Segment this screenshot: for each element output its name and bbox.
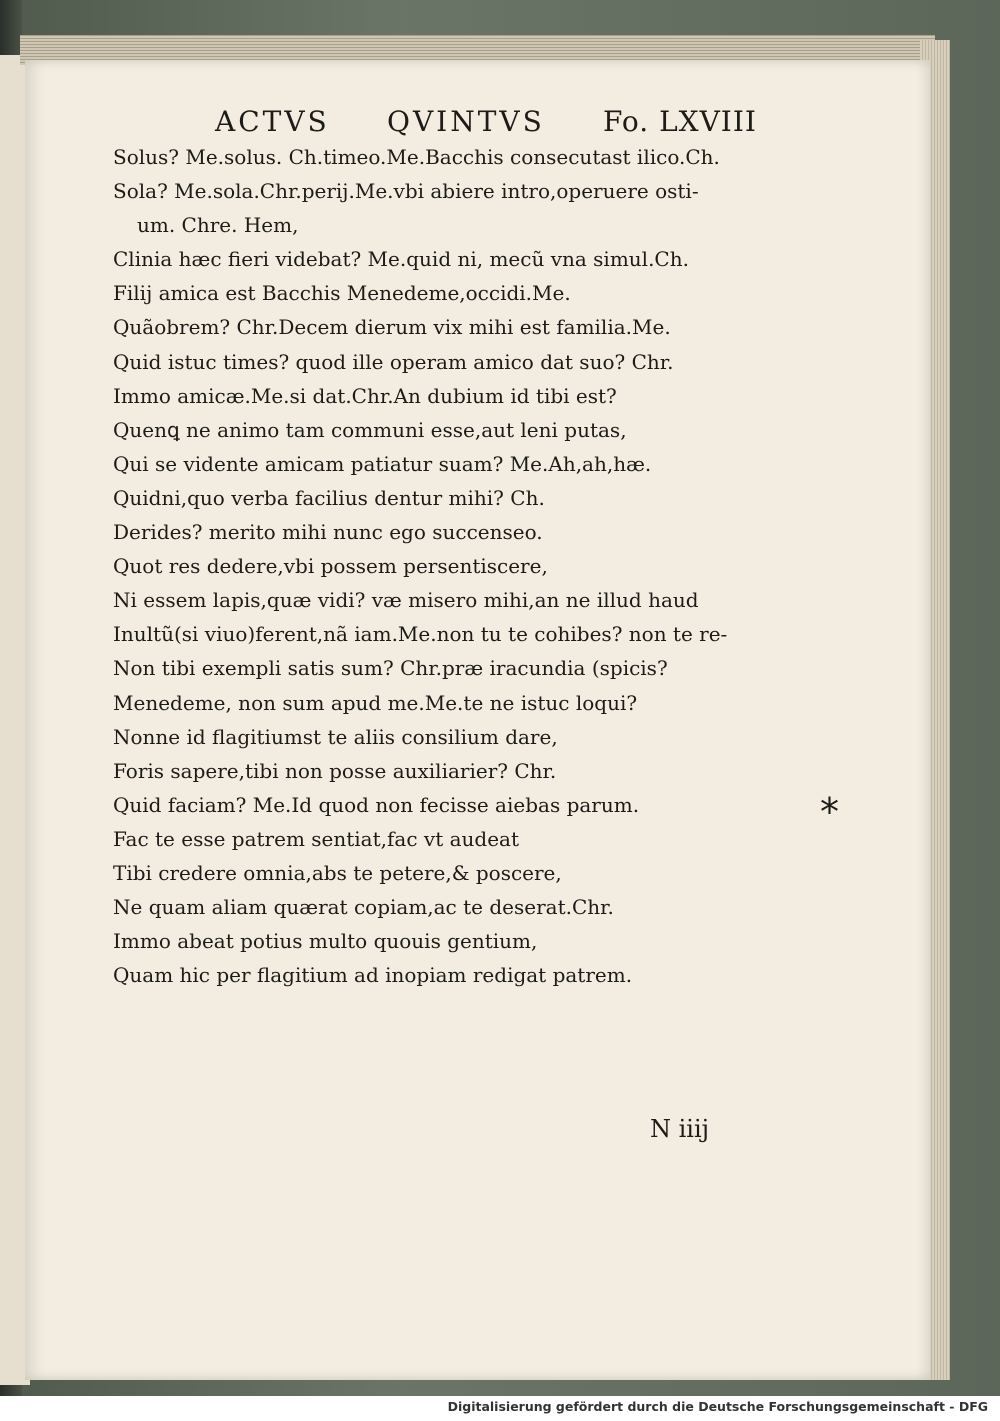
text-line: Sola? Me.sola.Chr.perij.Me.vbi abiere intro,operuere osti- bbox=[113, 179, 699, 204]
text-line: Immo amicæ.Me.si dat.Chr.An dubium id tibi est? bbox=[113, 383, 617, 408]
text-line: Qui se vidente amicam patiatur suam? Me.Ah,ah,hæ. bbox=[113, 451, 652, 476]
text-line: Tibi credere omnia,abs te petere,& poscere, bbox=[113, 860, 562, 885]
header-act: ACTVS bbox=[215, 105, 330, 138]
text-line: Foris sapere,tibi non posse auxiliarier? Chr. bbox=[113, 758, 557, 783]
margin-asterisk: * bbox=[820, 790, 839, 834]
text-line: Quid istuc times? quod ille operam amico dat suo? Chr. bbox=[113, 349, 674, 374]
signature-mark: N iiij bbox=[650, 1115, 710, 1143]
folio-number: Fo. LXVIII bbox=[603, 105, 757, 138]
text-line: Derides? merito mihi nunc ego succenseo. bbox=[113, 520, 543, 545]
text-line: Non tibi exempli satis sum? Chr.præ iracundia (spicis? bbox=[113, 656, 668, 681]
text-line: Ne quam aliam quærat copiam,ac te deserat.Chr. bbox=[113, 895, 614, 920]
text-line: Filij amica est Bacchis Menedeme,occidi.Me. bbox=[113, 281, 571, 306]
text-line: Inultũ(si viuo)ferent,nã iam.Me.non tu te cohibes? non te re- bbox=[113, 622, 728, 647]
footer-bar bbox=[0, 1396, 1000, 1421]
page-text bbox=[113, 140, 933, 992]
text-line: Quenꝗ ne animo tam communi esse,aut leni putas, bbox=[113, 417, 627, 442]
text-line: Clinia hæc fieri videbat? Me.quid ni, mecũ vna simul.Ch. bbox=[113, 247, 689, 272]
dfg-credit: Digitalisierung gefördert durch die Deutsche Forschungsgemeinschaft - DFG bbox=[447, 1399, 988, 1414]
header-number: QVINTVS bbox=[387, 105, 545, 138]
text-line: Quam hic per flagitium ad inopiam redigat patrem. bbox=[113, 963, 633, 988]
text-line: Fac te esse patrem sentiat,fac vt audeat bbox=[113, 826, 519, 851]
text-line: um. Chre. Hem, bbox=[137, 213, 299, 238]
text-line: Ni essem lapis,quæ vidi? væ misero mihi,an ne illud haud bbox=[113, 588, 699, 613]
text-line: Quid faciam? Me.Id quod non fecisse aiebas parum. bbox=[113, 792, 640, 817]
text-line: Quãobrem? Chr.Decem dierum vix mihi est familia.Me. bbox=[113, 315, 671, 340]
text-line: Quot res dedere,vbi possem persentiscere, bbox=[113, 554, 548, 579]
text-line: Menedeme, non sum apud me.Me.te ne istuc loqui? bbox=[113, 690, 638, 715]
text-line: Solus? Me.solus. Ch.timeo.Me.Bacchis consecutast ilico.Ch. bbox=[113, 145, 720, 169]
text-line: Nonne id flagitiumst te aliis consilium dare, bbox=[113, 724, 558, 749]
running-header bbox=[0, 105, 1000, 145]
text-line: Quidni,quo verba facilius dentur mihi? Ch. bbox=[113, 485, 545, 510]
text-line: Immo abeat potius multo quouis gentium, bbox=[113, 929, 538, 954]
